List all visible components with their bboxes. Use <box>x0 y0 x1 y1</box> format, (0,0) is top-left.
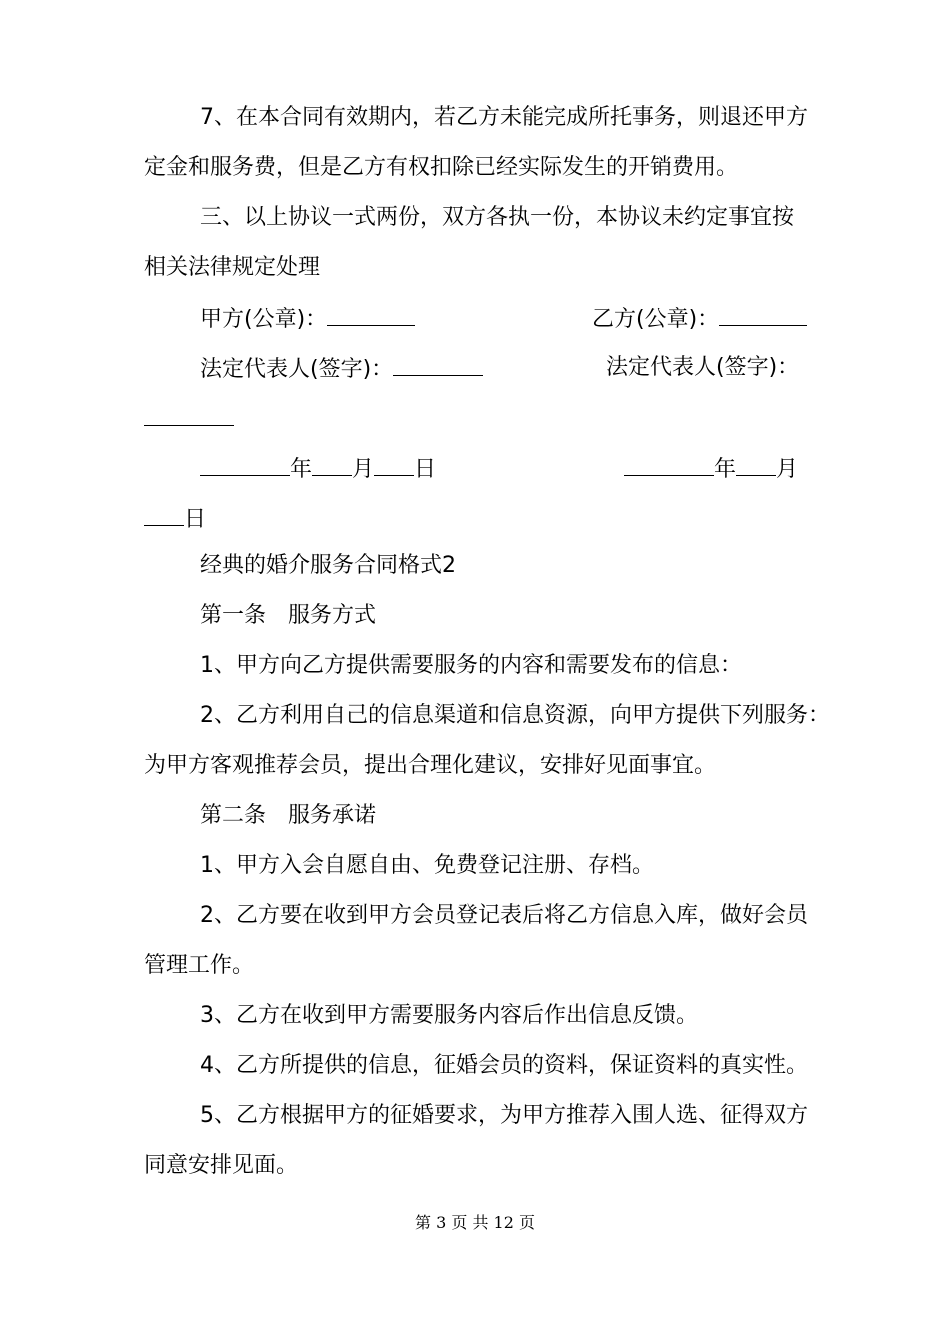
article-2-item-5-line1: 5、乙方根据甲方的征婚要求，为甲方推荐入围人选、征得双方 <box>200 1103 808 1128</box>
day-blank <box>374 453 414 476</box>
article-2-item-2-line2: 管理工作。 <box>144 953 255 978</box>
year-blank <box>624 453 714 476</box>
paragraph-3-line1: 三、以上协议一式两份，双方各执一份，本协议未约定事宜按 <box>200 205 795 230</box>
rep-b-label: 法定代表人(签字)： <box>606 355 800 380</box>
article-1-item-2-line2: 为甲方客观推荐会员，提出合理化建议，安排好见面事宜。 <box>144 753 717 778</box>
article-2-item-1: 1、甲方入会自愿自由、免费登记注册、存档。 <box>200 853 654 878</box>
article-2-item-5-line2: 同意安排见面。 <box>144 1153 299 1178</box>
paragraph-7-line1: 7、在本合同有效期内，若乙方未能完成所托事务，则退还甲方 <box>200 105 808 130</box>
article-1-item-1: 1、甲方向乙方提供需要服务的内容和需要发布的信息： <box>200 653 742 678</box>
paragraph-3-line2: 相关法律规定处理 <box>144 255 321 280</box>
party-b-seal-line <box>592 303 807 335</box>
signature-blank <box>719 303 807 326</box>
page-number-footer: 第 3 页 共 12 页 <box>415 1213 535 1232</box>
rep-a-label: 法定代表人(签字)： <box>200 357 394 382</box>
party-a-seal-label: 甲方(公章)： <box>200 307 328 332</box>
paragraph-7-line2: 定金和服务费，但是乙方有权扣除已经实际发生的开销费用。 <box>144 155 739 180</box>
party-a-seal-line <box>200 303 415 335</box>
day-blank <box>144 503 184 526</box>
date-b-line <box>624 453 798 485</box>
month-blank <box>312 453 352 476</box>
signature-blank <box>393 353 483 376</box>
article-2-title: 第二条 服务承诺 <box>200 803 377 828</box>
article-2-item-4: 4、乙方所提供的信息，征婚会员的资料，保证资料的真实性。 <box>200 1053 808 1078</box>
article-1-title: 第一条 服务方式 <box>200 603 377 628</box>
article-1-item-2-line1: 2、乙方利用自己的信息渠道和信息资源，向甲方提供下列服务： <box>200 703 830 728</box>
rep-b-blank-line <box>144 403 234 435</box>
month-blank <box>736 453 776 476</box>
date-a-line <box>200 453 436 485</box>
article-2-item-3: 3、乙方在收到甲方需要服务内容后作出信息反馈。 <box>200 1003 698 1028</box>
year-label: 年 <box>290 457 313 482</box>
month-label: 月 <box>352 457 375 482</box>
day-label: 日 <box>184 507 207 532</box>
date-b-day-line <box>144 503 206 535</box>
rep-a-line <box>200 353 483 385</box>
party-b-seal-label: 乙方(公章)： <box>592 307 720 332</box>
month-label: 月 <box>776 457 799 482</box>
signature-blank <box>327 303 415 326</box>
year-blank <box>200 453 290 476</box>
article-2-item-2-line1: 2、乙方要在收到甲方会员登记表后将乙方信息入库，做好会员 <box>200 903 808 928</box>
section-title-2: 经典的婚介服务合同格式2 <box>200 553 456 578</box>
day-label: 日 <box>414 457 437 482</box>
year-label: 年 <box>714 457 737 482</box>
signature-blank <box>144 403 234 426</box>
